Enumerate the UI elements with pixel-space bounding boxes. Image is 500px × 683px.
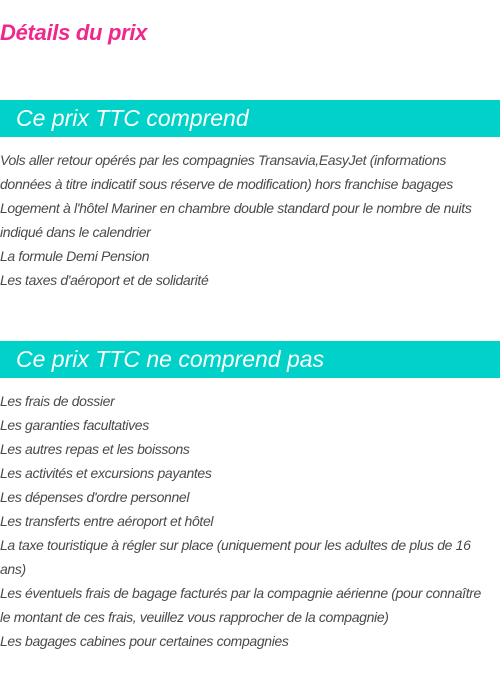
excluded-heading: Ce prix TTC ne comprend pas <box>0 341 500 378</box>
list-item: Les activités et excursions payantes <box>0 465 212 481</box>
list-item: Les frais de dossier <box>0 393 115 409</box>
page-title: Détails du prix <box>0 20 148 45</box>
list-item: Les garanties facultatives <box>0 417 149 433</box>
list-item: Les autres repas et les boissons <box>0 441 190 457</box>
included-list <box>0 137 500 292</box>
list-item: Les bagages cabines pour certaines compagnies <box>0 633 289 649</box>
list-item: Les transferts entre aéroport et hôtel <box>0 513 214 529</box>
list-item: Les taxes d'aéroport et de solidarité <box>0 272 209 288</box>
included-section <box>0 100 500 292</box>
list-item: Logement à l'hôtel Mariner en chambre double standard pour le nombre de nuits indiqué dans le calendrier <box>0 200 472 240</box>
excluded-list <box>0 378 500 653</box>
list-item: Vols aller retour opérés par les compagnies Transavia,EasyJet (informations données à titre indicatif sous réserve de modification) hors franchise bagages <box>0 152 453 192</box>
list-item: La taxe touristique à régler sur place (uniquement pour les adultes de plus de 16 ans) <box>0 537 471 577</box>
included-heading: Ce prix TTC comprend <box>0 100 500 137</box>
list-item: La formule Demi Pension <box>0 248 150 264</box>
excluded-section <box>0 341 500 653</box>
list-item: Les éventuels frais de bagage facturés par la compagnie aérienne (pour connaître le montant de ces frais, veuillez vous rapprocher de la compagnie) <box>0 585 481 625</box>
list-item: Les dépenses d'ordre personnel <box>0 489 190 505</box>
